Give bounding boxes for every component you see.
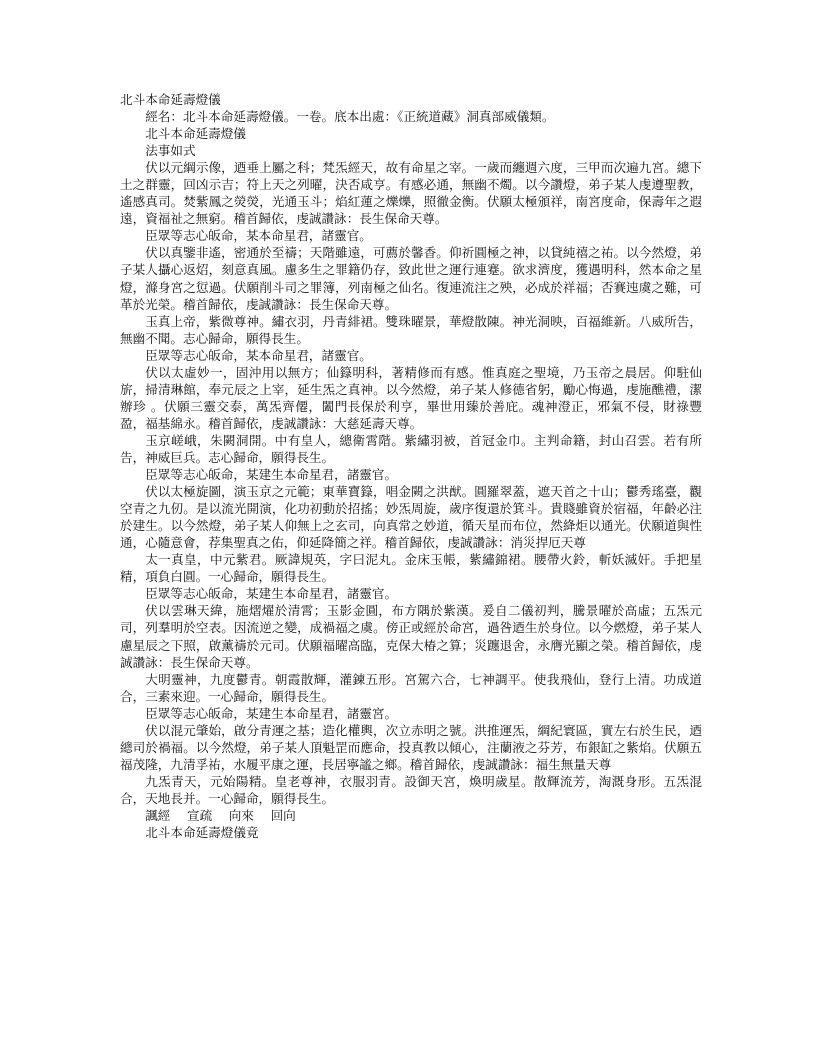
paragraph: 伏以雲琳天緯，施熠燿於清霄；玉影金圓，布方隅於紫漢。爰自二儀初判，騰景曜於高虛；五炁元司，列羣明於空表。因流逆之變，成禍福之虞。傍正或經於命宮，過咎迺生於身位。以今燃燈，弟子某人慮星辰之下照，啟薰禱於元司。伏願福曜高臨，克保大椿之算；災躔退舍，永膺光顯之榮。稽首歸依，虔誠讚詠：長生保命天尊。 [120,603,702,670]
document-title: 北斗本命延壽燈儀 [120,92,221,107]
closing-rite: 向來 [228,807,254,823]
section-heading: 法事如式 [145,143,196,159]
paragraph: 大明靈神，九度鬱青。朝霞散輝，灌鍊五形。宮駕六合，七神調平。使我飛仙，登行上清。功成道合，三素來迎。一心歸命，願得長生。 [120,671,702,704]
closing-rite: 回向 [270,807,296,823]
paragraph: 臣眾等志心皈命，某建生本命星君，諸靈官。 [145,586,398,602]
paragraph: 臣眾等志心皈命，某本命星君，諸靈官。 [145,347,372,363]
closing-rite: 諷經 [145,807,171,823]
paragraph: 伏以元綱示像，迺垂上屬之科；梵炁經天，故有命星之宰。一歲而纏週六度，三甲而次遍九宮。總下土之群靈，回凶示吉；符上天之列曜，決否咸亨。有感必通，無幽不燭。以今讚燈，弟子某人虔遵聖教，遙感真司。焚紫鳳之熒熒，光通玉斗；焰紅蓮之爍爍，照徹金衡。伏願太極頒祥，南宮度命，保壽年之遐遠，資福祉之無窮。稽首歸依，虔誠讚詠：長生保命天尊。 [120,160,702,227]
paragraph: 太一真皇，中元紫君。厥諱規英，字曰泥丸。金床玉帳，紫繡錦裙。腰帶火鈴，斬妖滅奸。手把星精，項負白圓。一心歸命，願得長生。 [120,552,702,585]
paragraph: 伏以真鑒非遙，密通於至禱；天階雖遠，可薦於馨香。仰祈圓極之神，以貸純禧之祐。以今然燈，弟子某人攝心返炤，刻意真風。慮多生之罪籍仍存，致此世之運行連蹇。欲求濟度，獲遇明科，然本命之星燈，滌身宮之愆過。伏願削斗司之罪簿，列南極之仙名。復連流注之殃，必成於祥福；否賽迍虞之難，可革於光榮。稽首歸依，虔誠讚詠：長生保命天尊。 [120,245,702,312]
closing-rites [120,807,702,824]
paragraph: 臣眾等志心皈命，某建生本命星君，諸靈官。 [145,467,398,483]
document-subtitle: 北斗本命延壽燈儀 [145,126,246,142]
paragraph: 伏以太極旋圖，演玉京之元範；東華寶籙，唱金闕之洪猷。圓羅翠蓋，遮天首之十山；鬱秀瑤臺，觀空青之九仞。是以流光開演，化功初動於招搖；妙炁周旋，歲序復還於箕斗。貴賤雖資於宿福，年齡必注於建生。以今然燈，弟子某人仰無上之玄司，向真常之妙道，循天星而布位，然絳炬以通光。伏願道與性通，心隨意會，荐集聖真之佑，仰延降簡之祥。稽首歸依，虔誠讚詠：消災捍厄天尊 [120,484,702,551]
paragraph: 伏以太虛妙一，固沖用以無方；仙籙明科，著精修而有感。惟真庭之聖境，乃玉帝之晨居。仰駐仙旂，掃清琳館，奉元辰之上宰，延生炁之真神。以今然燈，弟子某人修德省躬，勵心悔過，虔施醮禮，潔辦珍 。伏願三靈交泰，萬炁齊僊，闔門長保於利亨，畢世用臻於善庇。魂神澄正，邪氣不侵，財祿豐盈，福基綿永。稽首歸依，虔誠讚詠：大慈延壽天尊。 [120,364,702,431]
paragraph: 臣眾等志心皈命，某建生本命星君，諸靈宮。 [145,705,398,721]
document-ending: 北斗本命延壽燈儀竟 [145,825,259,841]
closing-rite: 宣疏 [186,807,213,823]
document-meta: 經名：北斗本命延壽燈儀。一卷。底本出處：《正統道藏》洞真部威儀類。 [145,109,555,125]
paragraph: 玉真上帝，紫微尊神。繡衣羽，丹青緋裙。雙珠曜景，華燈散陳。神光洞映，百福維新。八威所告，無幽不聞。志心歸命，願得長生。 [120,313,702,346]
paragraph: 玉京嵯峨，朱闕洞開。中有皇人，總衛霄階。紫繡羽被，首冠金巾。主判命籍，封山召雲。若有所告，神威巨兵。志心歸命，願得長生。 [120,432,702,465]
paragraph: 伏以混元肇始，啟分青運之基；造化權輿，次立赤明之號。洪推運炁，綱紀寰區，實左右於生民，迺總司於禍福。以今然燈，弟子某人頂魁罡而應命，投真教以傾心，注蘭液之芬芳，布銀缸之紫焰。伏願五福茂隆，九清孚祐，水履平康之運，長居寧謐之鄉。稽首歸依，虔誠讚詠：福生無量天尊 [120,722,702,772]
document-page [120,91,702,841]
paragraph: 九炁青天，元始陽精。皇老尊神，衣服羽青。設御天宮，煥明歲星。散輝流芳，淘溉身形。五炁混合，天地長并。一心歸命，願得長生。 [120,773,702,806]
paragraph: 臣眾等志心皈命，某本命星君，諸靈官。 [145,228,372,244]
